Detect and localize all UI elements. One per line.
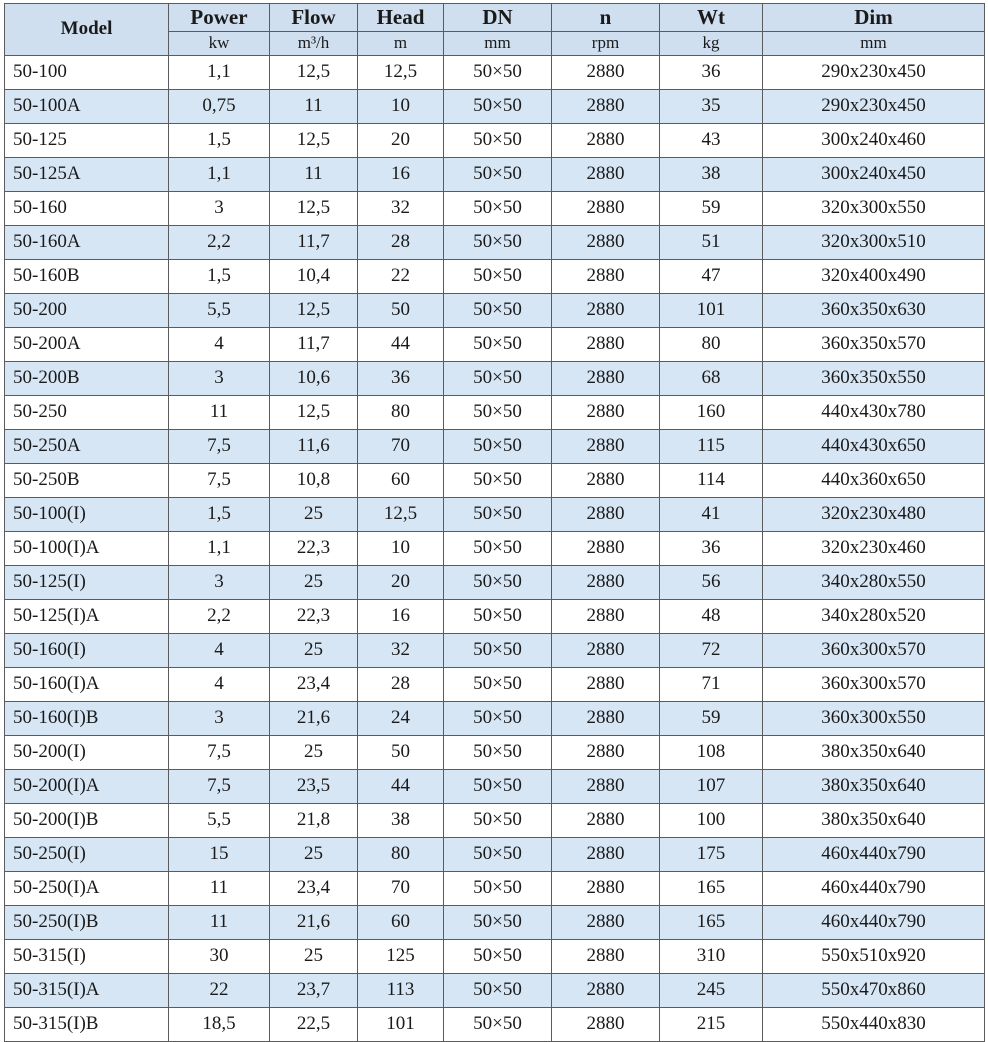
cell-model: 50-315(I)B <box>5 1007 169 1041</box>
cell-wt: 41 <box>660 497 763 531</box>
cell-power: 18,5 <box>169 1007 270 1041</box>
cell-model: 50-200(I) <box>5 735 169 769</box>
cell-power: 3 <box>169 361 270 395</box>
cell-wt: 108 <box>660 735 763 769</box>
cell-model: 50-250B <box>5 463 169 497</box>
table-row <box>5 429 985 463</box>
cell-dn: 50×50 <box>444 89 552 123</box>
cell-dim: 360x350x630 <box>763 293 985 327</box>
cell-dim: 360x300x570 <box>763 667 985 701</box>
cell-head: 60 <box>358 905 444 939</box>
cell-dim: 440x430x780 <box>763 395 985 429</box>
column-header-model: Model <box>5 4 169 56</box>
cell-power: 11 <box>169 871 270 905</box>
cell-n: 2880 <box>552 327 660 361</box>
cell-flow: 22,3 <box>270 531 358 565</box>
table-row <box>5 497 985 531</box>
cell-dn: 50×50 <box>444 973 552 1007</box>
cell-flow: 11,6 <box>270 429 358 463</box>
cell-head: 44 <box>358 769 444 803</box>
cell-head: 80 <box>358 395 444 429</box>
cell-dn: 50×50 <box>444 429 552 463</box>
cell-wt: 115 <box>660 429 763 463</box>
column-header-dn: DN <box>444 4 552 32</box>
cell-dim: 290x230x450 <box>763 55 985 89</box>
cell-dim: 380x350x640 <box>763 803 985 837</box>
cell-dn: 50×50 <box>444 157 552 191</box>
cell-model: 50-100 <box>5 55 169 89</box>
cell-dn: 50×50 <box>444 55 552 89</box>
cell-n: 2880 <box>552 429 660 463</box>
cell-head: 12,5 <box>358 497 444 531</box>
cell-wt: 107 <box>660 769 763 803</box>
header-row-labels <box>5 4 985 32</box>
cell-head: 10 <box>358 531 444 565</box>
cell-wt: 245 <box>660 973 763 1007</box>
cell-head: 32 <box>358 191 444 225</box>
table-body <box>5 55 985 1041</box>
cell-wt: 71 <box>660 667 763 701</box>
cell-flow: 10,8 <box>270 463 358 497</box>
cell-power: 11 <box>169 905 270 939</box>
cell-n: 2880 <box>552 565 660 599</box>
column-header-head: Head <box>358 4 444 32</box>
column-header-power: Power <box>169 4 270 32</box>
cell-flow: 21,6 <box>270 905 358 939</box>
cell-power: 7,5 <box>169 429 270 463</box>
table-row <box>5 667 985 701</box>
cell-dim: 550x510x920 <box>763 939 985 973</box>
cell-dn: 50×50 <box>444 769 552 803</box>
cell-flow: 12,5 <box>270 123 358 157</box>
cell-model: 50-125(I)A <box>5 599 169 633</box>
cell-model: 50-160 <box>5 191 169 225</box>
table-row <box>5 973 985 1007</box>
cell-model: 50-125 <box>5 123 169 157</box>
cell-head: 125 <box>358 939 444 973</box>
cell-dim: 440x360x650 <box>763 463 985 497</box>
cell-flow: 12,5 <box>270 55 358 89</box>
cell-power: 7,5 <box>169 463 270 497</box>
cell-model: 50-160(I)A <box>5 667 169 701</box>
cell-n: 2880 <box>552 123 660 157</box>
cell-head: 24 <box>358 701 444 735</box>
table-row <box>5 565 985 599</box>
cell-power: 4 <box>169 633 270 667</box>
cell-model: 50-250(I) <box>5 837 169 871</box>
table-row <box>5 633 985 667</box>
cell-wt: 160 <box>660 395 763 429</box>
table-row <box>5 55 985 89</box>
cell-dn: 50×50 <box>444 497 552 531</box>
cell-dn: 50×50 <box>444 191 552 225</box>
cell-flow: 10,6 <box>270 361 358 395</box>
cell-dn: 50×50 <box>444 259 552 293</box>
cell-model: 50-100(I) <box>5 497 169 531</box>
cell-model: 50-250A <box>5 429 169 463</box>
column-header-wt: Wt <box>660 4 763 32</box>
cell-wt: 72 <box>660 633 763 667</box>
cell-dn: 50×50 <box>444 531 552 565</box>
cell-dn: 50×50 <box>444 939 552 973</box>
cell-dn: 50×50 <box>444 701 552 735</box>
cell-head: 38 <box>358 803 444 837</box>
cell-model: 50-160B <box>5 259 169 293</box>
cell-flow: 21,8 <box>270 803 358 837</box>
cell-n: 2880 <box>552 89 660 123</box>
cell-dim: 320x400x490 <box>763 259 985 293</box>
cell-wt: 38 <box>660 157 763 191</box>
cell-wt: 215 <box>660 1007 763 1041</box>
table-row <box>5 599 985 633</box>
cell-power: 22 <box>169 973 270 1007</box>
cell-flow: 12,5 <box>270 293 358 327</box>
cell-model: 50-200B <box>5 361 169 395</box>
cell-model: 50-160(I)B <box>5 701 169 735</box>
cell-n: 2880 <box>552 905 660 939</box>
table-row <box>5 531 985 565</box>
cell-dn: 50×50 <box>444 565 552 599</box>
table-row <box>5 395 985 429</box>
cell-power: 2,2 <box>169 599 270 633</box>
cell-dim: 360x350x550 <box>763 361 985 395</box>
cell-power: 1,1 <box>169 157 270 191</box>
cell-n: 2880 <box>552 225 660 259</box>
cell-model: 50-315(I) <box>5 939 169 973</box>
cell-head: 101 <box>358 1007 444 1041</box>
cell-dim: 550x470x860 <box>763 973 985 1007</box>
cell-model: 50-160A <box>5 225 169 259</box>
cell-flow: 22,3 <box>270 599 358 633</box>
cell-flow: 25 <box>270 565 358 599</box>
cell-wt: 165 <box>660 871 763 905</box>
table-row <box>5 259 985 293</box>
cell-power: 30 <box>169 939 270 973</box>
unit-flow: m³/h <box>270 32 358 56</box>
cell-power: 3 <box>169 565 270 599</box>
table-row <box>5 191 985 225</box>
cell-wt: 35 <box>660 89 763 123</box>
cell-head: 70 <box>358 429 444 463</box>
cell-wt: 36 <box>660 55 763 89</box>
cell-dn: 50×50 <box>444 225 552 259</box>
cell-power: 1,1 <box>169 55 270 89</box>
cell-n: 2880 <box>552 259 660 293</box>
column-header-dim: Dim <box>763 4 985 32</box>
cell-n: 2880 <box>552 497 660 531</box>
cell-power: 1,5 <box>169 497 270 531</box>
cell-wt: 100 <box>660 803 763 837</box>
cell-model: 50-125(I) <box>5 565 169 599</box>
cell-model: 50-200 <box>5 293 169 327</box>
cell-dn: 50×50 <box>444 293 552 327</box>
table-row <box>5 327 985 361</box>
cell-n: 2880 <box>552 55 660 89</box>
table-row <box>5 871 985 905</box>
cell-dn: 50×50 <box>444 327 552 361</box>
cell-wt: 101 <box>660 293 763 327</box>
cell-flow: 25 <box>270 939 358 973</box>
cell-dim: 380x350x640 <box>763 769 985 803</box>
cell-head: 28 <box>358 667 444 701</box>
unit-power: kw <box>169 32 270 56</box>
cell-dim: 300x240x450 <box>763 157 985 191</box>
table-row <box>5 89 985 123</box>
cell-dim: 460x440x790 <box>763 871 985 905</box>
cell-power: 5,5 <box>169 803 270 837</box>
cell-wt: 47 <box>660 259 763 293</box>
table-row <box>5 1007 985 1041</box>
cell-dim: 360x300x570 <box>763 633 985 667</box>
cell-n: 2880 <box>552 157 660 191</box>
cell-power: 2,2 <box>169 225 270 259</box>
pump-specification-table <box>4 3 985 1042</box>
unit-dim: mm <box>763 32 985 56</box>
cell-head: 12,5 <box>358 55 444 89</box>
cell-flow: 25 <box>270 837 358 871</box>
cell-n: 2880 <box>552 361 660 395</box>
cell-dim: 300x240x460 <box>763 123 985 157</box>
cell-n: 2880 <box>552 871 660 905</box>
cell-wt: 175 <box>660 837 763 871</box>
cell-n: 2880 <box>552 769 660 803</box>
table-row <box>5 905 985 939</box>
cell-head: 32 <box>358 633 444 667</box>
cell-n: 2880 <box>552 293 660 327</box>
cell-power: 11 <box>169 395 270 429</box>
cell-head: 20 <box>358 565 444 599</box>
cell-power: 3 <box>169 701 270 735</box>
cell-dn: 50×50 <box>444 871 552 905</box>
cell-head: 36 <box>358 361 444 395</box>
cell-wt: 36 <box>660 531 763 565</box>
cell-head: 22 <box>358 259 444 293</box>
table-row <box>5 701 985 735</box>
cell-dim: 290x230x450 <box>763 89 985 123</box>
cell-wt: 114 <box>660 463 763 497</box>
cell-head: 113 <box>358 973 444 1007</box>
cell-flow: 22,5 <box>270 1007 358 1041</box>
cell-head: 70 <box>358 871 444 905</box>
cell-wt: 59 <box>660 701 763 735</box>
table-row <box>5 123 985 157</box>
cell-n: 2880 <box>552 701 660 735</box>
cell-dn: 50×50 <box>444 633 552 667</box>
cell-dn: 50×50 <box>444 361 552 395</box>
cell-head: 50 <box>358 735 444 769</box>
table-row <box>5 361 985 395</box>
cell-power: 1,1 <box>169 531 270 565</box>
cell-n: 2880 <box>552 667 660 701</box>
unit-wt: kg <box>660 32 763 56</box>
table-row <box>5 735 985 769</box>
cell-dim: 320x300x550 <box>763 191 985 225</box>
cell-flow: 11,7 <box>270 327 358 361</box>
cell-flow: 25 <box>270 735 358 769</box>
cell-head: 60 <box>358 463 444 497</box>
cell-wt: 51 <box>660 225 763 259</box>
table-row <box>5 939 985 973</box>
cell-n: 2880 <box>552 531 660 565</box>
cell-dim: 380x350x640 <box>763 735 985 769</box>
cell-flow: 21,6 <box>270 701 358 735</box>
table-row <box>5 225 985 259</box>
cell-power: 4 <box>169 667 270 701</box>
cell-n: 2880 <box>552 837 660 871</box>
cell-model: 50-250(I)B <box>5 905 169 939</box>
cell-dn: 50×50 <box>444 837 552 871</box>
cell-dim: 320x230x480 <box>763 497 985 531</box>
cell-head: 28 <box>358 225 444 259</box>
cell-dim: 320x230x460 <box>763 531 985 565</box>
cell-wt: 56 <box>660 565 763 599</box>
cell-wt: 165 <box>660 905 763 939</box>
cell-power: 1,5 <box>169 123 270 157</box>
cell-n: 2880 <box>552 735 660 769</box>
cell-model: 50-160(I) <box>5 633 169 667</box>
cell-flow: 23,4 <box>270 667 358 701</box>
cell-power: 3 <box>169 191 270 225</box>
cell-n: 2880 <box>552 939 660 973</box>
cell-power: 0,75 <box>169 89 270 123</box>
cell-flow: 23,5 <box>270 769 358 803</box>
cell-power: 4 <box>169 327 270 361</box>
table-row <box>5 769 985 803</box>
cell-n: 2880 <box>552 191 660 225</box>
cell-model: 50-315(I)A <box>5 973 169 1007</box>
cell-head: 10 <box>358 89 444 123</box>
cell-model: 50-125A <box>5 157 169 191</box>
cell-head: 50 <box>358 293 444 327</box>
cell-n: 2880 <box>552 599 660 633</box>
table-row <box>5 463 985 497</box>
cell-head: 16 <box>358 599 444 633</box>
table-row <box>5 837 985 871</box>
cell-dim: 460x440x790 <box>763 905 985 939</box>
cell-dn: 50×50 <box>444 735 552 769</box>
cell-model: 50-200(I)B <box>5 803 169 837</box>
cell-dim: 550x440x830 <box>763 1007 985 1041</box>
cell-head: 16 <box>358 157 444 191</box>
column-header-n: n <box>552 4 660 32</box>
cell-n: 2880 <box>552 395 660 429</box>
cell-model: 50-250(I)A <box>5 871 169 905</box>
cell-dim: 340x280x550 <box>763 565 985 599</box>
cell-model: 50-100(I)A <box>5 531 169 565</box>
cell-dn: 50×50 <box>444 1007 552 1041</box>
cell-flow: 11 <box>270 157 358 191</box>
cell-flow: 25 <box>270 497 358 531</box>
cell-model: 50-100A <box>5 89 169 123</box>
column-header-flow: Flow <box>270 4 358 32</box>
cell-wt: 48 <box>660 599 763 633</box>
cell-dim: 340x280x520 <box>763 599 985 633</box>
cell-flow: 25 <box>270 633 358 667</box>
cell-flow: 12,5 <box>270 191 358 225</box>
cell-wt: 43 <box>660 123 763 157</box>
cell-power: 1,5 <box>169 259 270 293</box>
cell-wt: 68 <box>660 361 763 395</box>
cell-wt: 80 <box>660 327 763 361</box>
cell-power: 7,5 <box>169 769 270 803</box>
cell-head: 44 <box>358 327 444 361</box>
cell-dim: 320x300x510 <box>763 225 985 259</box>
unit-head: m <box>358 32 444 56</box>
cell-flow: 23,4 <box>270 871 358 905</box>
cell-model: 50-250 <box>5 395 169 429</box>
cell-dn: 50×50 <box>444 395 552 429</box>
cell-n: 2880 <box>552 803 660 837</box>
cell-power: 15 <box>169 837 270 871</box>
cell-wt: 59 <box>660 191 763 225</box>
cell-dim: 460x440x790 <box>763 837 985 871</box>
cell-dn: 50×50 <box>444 599 552 633</box>
table-row <box>5 803 985 837</box>
table-header <box>5 4 985 56</box>
cell-head: 20 <box>358 123 444 157</box>
cell-n: 2880 <box>552 633 660 667</box>
table-row <box>5 157 985 191</box>
cell-n: 2880 <box>552 463 660 497</box>
cell-flow: 10,4 <box>270 259 358 293</box>
cell-wt: 310 <box>660 939 763 973</box>
cell-model: 50-200(I)A <box>5 769 169 803</box>
cell-dn: 50×50 <box>444 123 552 157</box>
cell-n: 2880 <box>552 1007 660 1041</box>
cell-dim: 440x430x650 <box>763 429 985 463</box>
cell-dim: 360x350x570 <box>763 327 985 361</box>
unit-n: rpm <box>552 32 660 56</box>
cell-dn: 50×50 <box>444 667 552 701</box>
cell-dn: 50×50 <box>444 905 552 939</box>
cell-model: 50-200A <box>5 327 169 361</box>
cell-head: 80 <box>358 837 444 871</box>
cell-flow: 11 <box>270 89 358 123</box>
unit-dn: mm <box>444 32 552 56</box>
table-row <box>5 293 985 327</box>
cell-dn: 50×50 <box>444 803 552 837</box>
cell-flow: 12,5 <box>270 395 358 429</box>
cell-power: 7,5 <box>169 735 270 769</box>
cell-power: 5,5 <box>169 293 270 327</box>
cell-n: 2880 <box>552 973 660 1007</box>
cell-flow: 23,7 <box>270 973 358 1007</box>
cell-flow: 11,7 <box>270 225 358 259</box>
cell-dim: 360x300x550 <box>763 701 985 735</box>
cell-dn: 50×50 <box>444 463 552 497</box>
